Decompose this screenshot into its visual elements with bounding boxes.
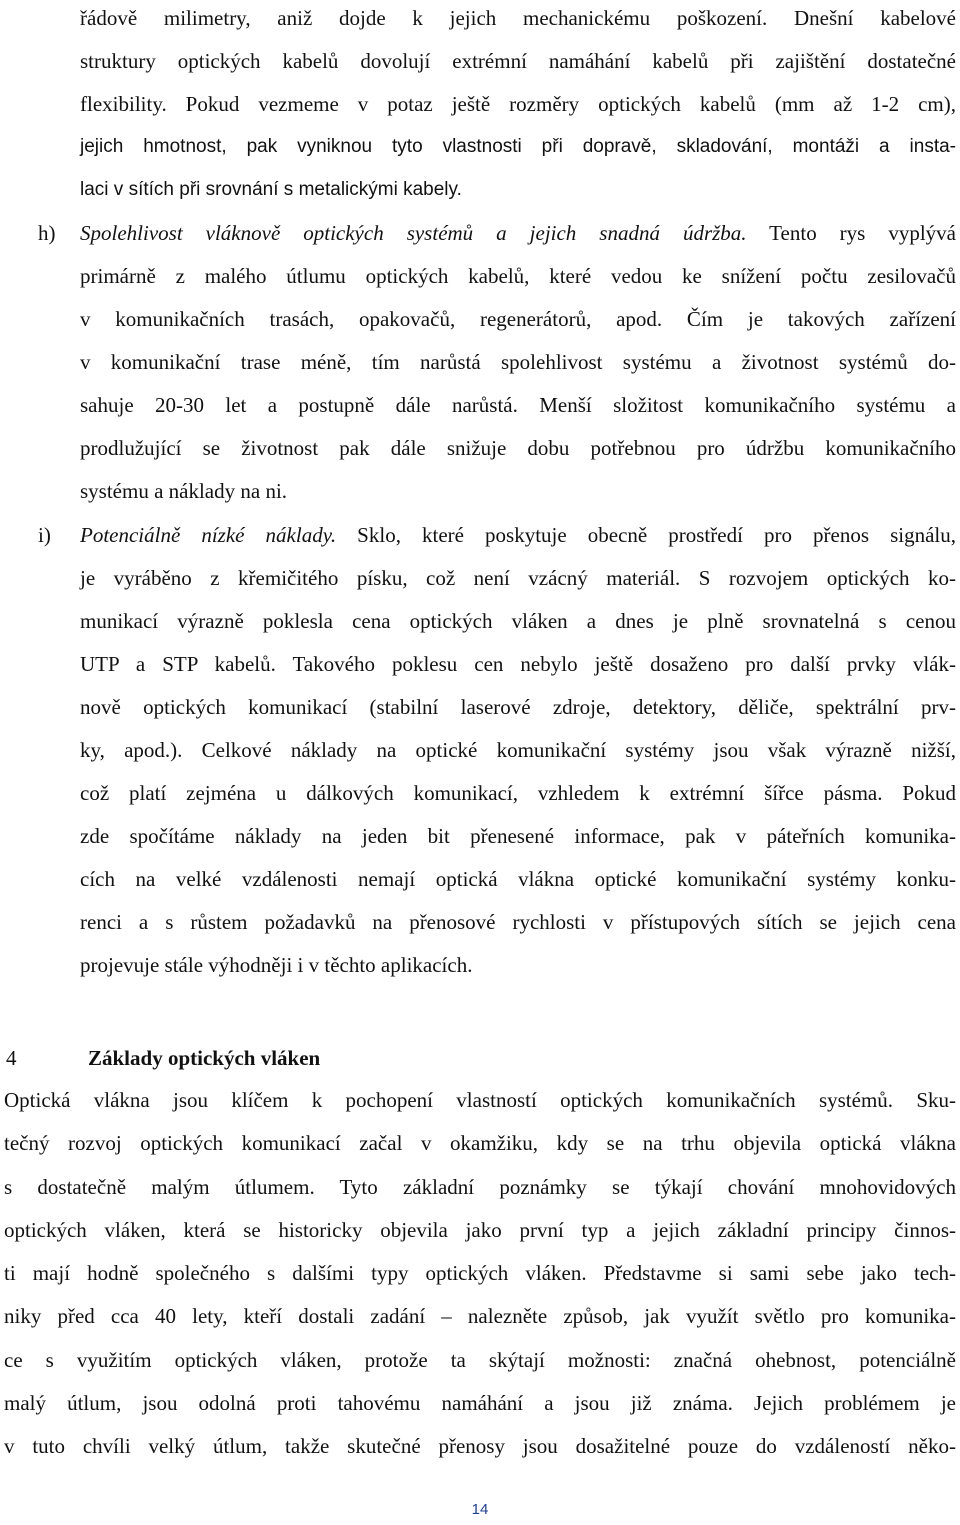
paragraph-line: renci a s růstem požadavků na přenosové rychlosti v přístupových sítích se jejich cena	[80, 910, 956, 934]
list-item-first-line	[80, 221, 956, 247]
paragraph-line: sahuje 20-30 let a postupně dále narůstá. Menší složitost komunikačního systému a	[80, 393, 956, 417]
paragraph-line: v komunikační trase méně, tím narůstá spolehlivost systému a životnost systémů do-	[80, 350, 956, 374]
paragraph-line: ky, apod.). Celkové náklady na optické komunikační systémy jsou však výrazně nižší,	[80, 738, 956, 762]
paragraph-line: ce s využitím optických vláken, protože ta skýtají možnosti: značná ohebnost, potenciálně	[4, 1348, 956, 1372]
section-number: 4	[6, 1046, 17, 1070]
list-item-text: Tento rys vyplývá	[746, 221, 956, 245]
paragraph-line: jejich hmotnost, pak vyniknou tyto vlastnosti při dopravě, skladování, montáži a insta-	[80, 136, 956, 157]
paragraph-line: munikací výrazně poklesla cena optických vláken a dnes je plně srovnatelná s cenou	[80, 609, 956, 633]
paragraph-line: Optická vlákna jsou klíčem k pochopení vlastností optických komunikačních systémů. Sku-	[4, 1088, 956, 1112]
paragraph-line: projevuje stále výhodněji i v těchto aplikacích.	[80, 953, 473, 977]
paragraph-line: primárně z malého útlumu optických kabelů, které vedou ke snížení počtu zesilovačů	[80, 264, 956, 288]
section-heading	[6, 1045, 906, 1073]
paragraph-line: nově optických komunikací (stabilní laserové zdroje, detektory, děliče, spektrální prv-	[80, 695, 956, 719]
paragraph-line: UTP a STP kabelů. Takového poklesu cen nebylo ještě dosaženo pro další prvky vlák-	[80, 652, 956, 676]
paragraph-line: struktury optických kabelů dovolují extrémní namáhání kabelů při zajištění dostatečné	[80, 49, 956, 73]
paragraph-line: zde spočítáme náklady na jeden bit přenesené informace, pak v páteřních komunika-	[80, 824, 956, 848]
paragraph-line: což platí zejména u dálkových komunikací, vzhledem k extrémní šířce pásma. Pokud	[80, 781, 956, 805]
paragraph-line: je vyráběno z křemičitého písku, což není vzácný materiál. S rozvojem optických ko-	[80, 566, 956, 590]
list-item-label: h)	[38, 221, 56, 245]
paragraph-line: řádově milimetry, aniž dojde k jejich mechanickému poškození. Dnešní kabelové	[80, 6, 956, 30]
paragraph-line: cích na velké vzdálenosti nemají optická vlákna optické komunikační systémy konku-	[80, 867, 956, 891]
paragraph-line: flexibility. Pokud vezmeme v potaz ještě rozměry optických kabelů (mm až 1-2 cm),	[80, 92, 956, 116]
page-number: 14	[471, 1501, 489, 1518]
paragraph-line: s dostatečně malým útlumem. Tyto základní poznámky se týkají chování mnohovidových	[4, 1175, 956, 1199]
paragraph-line: v tuto chvíli velký útlum, takže skutečné přenosy jsou dosažitelné pouze do vzdáleností něko-	[4, 1434, 956, 1458]
paragraph-line: prodlužující se životnost pak dále snižuje dobu potřebnou pro údržbu komunikačního	[80, 436, 956, 460]
paragraph-line: laci v sítích při srovnání s metalickými kabely.	[80, 179, 462, 200]
paragraph-line: tečný rozvoj optických komunikací začal v okamžiku, kdy se na trhu objevila optická vlákna	[4, 1131, 956, 1155]
list-item-text: Sklo, které poskytuje obecně prostředí pro přenos signálu,	[336, 523, 956, 547]
list-item-label: i)	[38, 523, 51, 547]
list-item-title: Potenciálně nízké náklady.	[80, 523, 337, 547]
paragraph-line: optických vláken, která se historicky objevila jako první typ a jejich základní principy činnos-	[4, 1218, 956, 1242]
paragraph-line: malý útlum, jsou odolná proti tahovému namáhání a jsou již známa. Jejich problémem je	[4, 1391, 956, 1415]
paragraph-line: v komunikačních trasách, opakovačů, regenerátorů, apod. Čím je takových zařízení	[80, 307, 956, 331]
paragraph-line: niky před cca 40 lety, kteří dostali zadání – nalezněte způsob, jak využít světlo pro komunika-	[4, 1304, 956, 1328]
paragraph-line: ti mají hodně společného s dalšími typy optických vláken. Představme si sami sebe jako tech-	[4, 1261, 956, 1285]
list-item-title: Spolehlivost vláknově optických systémů a jejich snadná údržba.	[80, 221, 747, 245]
list-item-first-line	[80, 523, 956, 549]
section-title: Základy optických vláken	[88, 1046, 321, 1070]
paragraph-line: systému a náklady na ni.	[80, 479, 288, 503]
